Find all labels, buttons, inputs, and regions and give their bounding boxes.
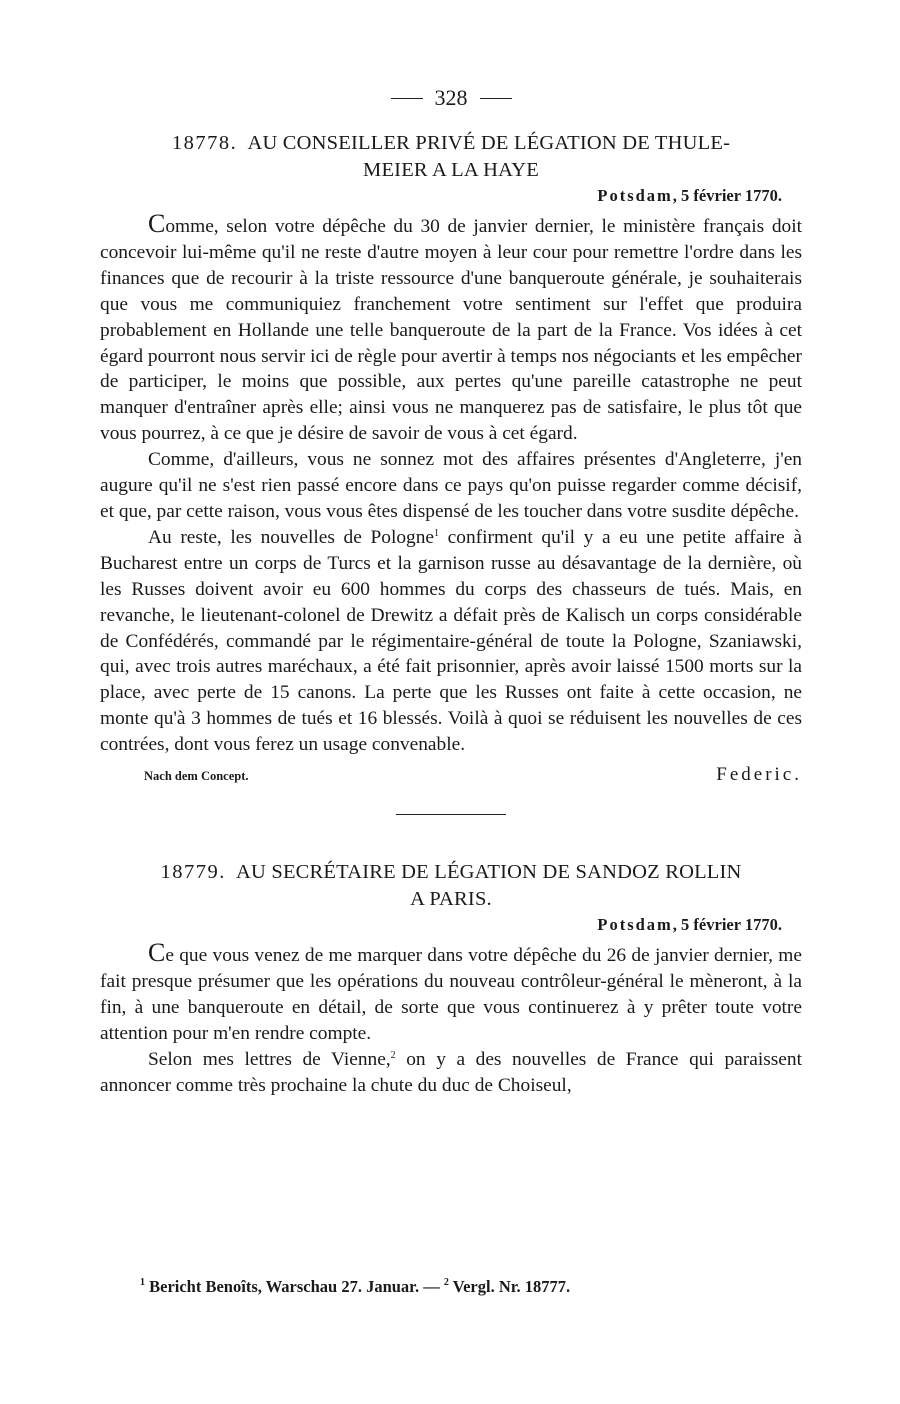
letter-dateline [100, 185, 782, 207]
letter-title-line1: AU SECRÉTAIRE DE LÉGATION DE SANDOZ ROLLIN [236, 861, 742, 884]
letter-paragraph [100, 1047, 802, 1099]
letter-paragraph [100, 525, 802, 758]
section-separator [396, 814, 506, 815]
letter-paragraph: Comme, d'ailleurs, vous ne sonnez mot des affaires présentes d'Angleterre, j'en augure qu'il ne s'est rien passé encore dans ce pays qu'on puisse regarder comme décisif, et que, par cette raison, vous vous êtes dispensé de les toucher dans votre susdite dépêche. [100, 449, 802, 522]
book-page [100, 80, 802, 1098]
letter-title-line1: AU CONSEILLER PRIVÉ DE LÉGATION DE THULE- [247, 132, 731, 154]
footnote-text: Bericht Benoîts, Warschau 27. Januar. [149, 1277, 420, 1296]
page-number: 328 [434, 85, 468, 110]
letter-dateline [100, 914, 782, 936]
letter-title-line2: A PARIS. [410, 888, 492, 911]
letter-place: Potsdam [597, 186, 673, 205]
footnote-text: Vergl. Nr. 18777. [452, 1277, 571, 1296]
paragraph-rest: confirment qu'il y a eu une petite affaire à Bucharest entre un corps de Turcs et la garnison russe au désavantage de la dernière, où les Russes doivent avoir eu 600 hommes du corps des chasseurs de tués. Mais, en revanche, le lieutenant-colonel de Drewitz a défait près de Kalisch un corps considérable de Confédérés, commandé par le régimentaire-général de toute la Pologne, Szaniawski, qui, avec trois autres maréchaux, a été fait prisonnier, après avoir laissé 1500 morts sur la place, avec perte de 15 canons. La perte que les Russes ont faite à cette occasion, ne monte qu'à 3 hommes de tués et 16 blessés. Voilà à quoi se réduisent les nouvelles de ces contrées, dont vous ferez un usage convenable. [100, 526, 802, 756]
letter-number: 18779. [160, 861, 226, 884]
paragraph-rest: on y a des nouvelles de France qui paraissent annoncer comme très prochaine la chute du duc de Choiseul, [100, 1048, 802, 1096]
letter-paragraph: Ce que vous venez de me marquer dans votre dépêche du 26 de janvier dernier, me fait presque présumer que les opérations du nouveau contrôleur-général le mèneront, à la fin, à une banqueroute en détail, de sorte que vous continuerez à y prêter toute votre attention pour m'en rendre compte. [100, 938, 802, 1044]
page-header [100, 80, 802, 116]
letter-date: , 5 février 1770. [672, 186, 782, 205]
letter-paragraph: Comme, selon votre dépêche du 30 de janvier dernier, le ministère français doit concevoir lui-même qu'il ne reste d'autre moyen à leur cour pour remettre l'ordre dans les finances que de recourir à la triste ressource d'une banqueroute générale, je souhaiterais que vous me communiquiez franchement votre sentiment sur l'effet que produira probablement en Hollande une telle banqueroute de la part de la France. Vos idées à cet égard pourront nous servir ici de règle pour avertir à temps nos négociants et les empêcher de participer, le moins que possible, aux pertes qu'une pareille catastrophe ne peut manquer d'entraîner après elle; ainsi vous ne manquerez pas de satisfaire, le plus tôt que vous pourrez, à ce que je désire de savoir de vous à cet égard. [100, 209, 802, 445]
letter-place: Potsdam [597, 915, 673, 935]
letter-title [100, 859, 802, 913]
letter-closing [100, 764, 802, 786]
footnote-separator: — [423, 1277, 440, 1296]
source-note: Nach dem Concept. [144, 769, 249, 784]
footnote-reference: 1 [434, 527, 440, 539]
footnote-mark: 1 [140, 1277, 145, 1288]
paragraph-start: Selon mes lettres de Vienne, [148, 1048, 391, 1070]
signature: Federic. [716, 764, 802, 786]
paragraph-start: Au reste, les nouvelles de Pologne [148, 526, 435, 548]
footnote-mark: 2 [443, 1277, 449, 1288]
letter-number: 18778. [171, 132, 238, 154]
header-dash-right [480, 98, 512, 99]
footnote-reference: 2 [390, 1049, 396, 1061]
header-dash-left [391, 98, 423, 99]
letter-title [100, 130, 802, 184]
letter-date: , 5 février 1770. [672, 915, 782, 935]
letter-title-line2: MEIER A LA HAYE [363, 159, 539, 181]
footnotes [140, 1277, 800, 1297]
